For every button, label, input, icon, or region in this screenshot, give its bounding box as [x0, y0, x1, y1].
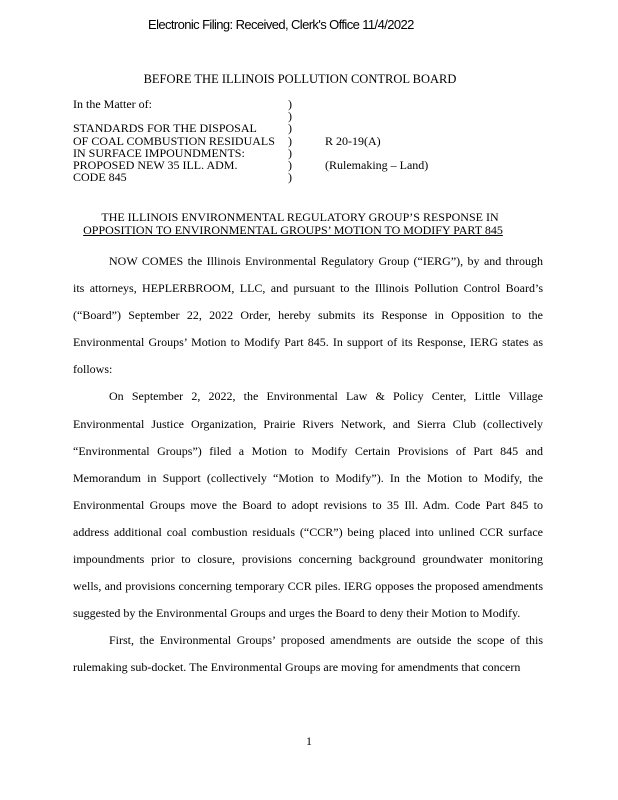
document-title-line-1: THE ILLINOIS ENVIRONMENTAL REGULATORY GROUP’S RESPONSE IN	[101, 210, 499, 224]
body-paragraph: First, the Environmental Groups’ proposed amendments are outside the scope of this rulemaking sub-docket. The Environmental Groups are moving for amendments that concern	[73, 633, 543, 675]
caption-left-text: OF COAL COMBUSTION RESIDUALS	[73, 133, 275, 148]
filing-stamp: Electronic Filing: Received, Clerk's Office 11/4/2022	[148, 17, 414, 32]
document-title	[0, 211, 600, 237]
caption-left-text: STANDARDS FOR THE DISPOSAL	[73, 121, 257, 136]
caption-paren: )	[288, 170, 292, 185]
caption-paren: )	[288, 133, 292, 148]
caption-paren: )	[288, 121, 292, 136]
body-paragraph: On September 2, 2022, the Environmental Law & Policy Center, Little Village Environmental Justice Organization, Prairie Rivers Network, and Sierra Club (collectively “Environmental Groups”) filed a Motion to Modify Certain Provisions of Part 845 and Memorandum in Support (collectively “Motion to Modify”). In the Motion to Modify, the Environmental Groups move the Board to adopt revisions to 35 Ill. Adm. Code Part 845 to address additional coal combustion residuals (“CCR”) being placed into unlined CCR surface impoundments prior to closure, provisions concerning background groundwater monitoring wells, and provisions concerning temporary CCR piles. IERG opposes the proposed amendments suggested by the Environmental Groups and urges the Board to deny their Motion to Modify.	[73, 389, 543, 621]
document-title-line-2: OPPOSITION TO ENVIRONMENTAL GROUPS’ MOTION TO MODIFY PART 845	[83, 223, 503, 237]
caption-left-text: In the Matter of:	[73, 97, 152, 111]
board-heading: BEFORE THE ILLINOIS POLLUTION CONTROL BOARD	[143, 72, 457, 86]
document-body	[73, 248, 543, 682]
caption-paren: )	[288, 145, 292, 160]
caption-left-text: PROPOSED NEW 35 ILL. ADM.	[73, 157, 238, 172]
caption-paren: )	[288, 157, 292, 172]
caption-paren: )	[288, 109, 292, 124]
body-paragraph: NOW COMES the Illinois Environmental Regulatory Group (“IERG”), by and through its attorneys, HEPLERBROOM, LLC, and pursuant to the Illinois Pollution Control Board’s (“Board”) September 22, 2022 Order, hereby submits its Response in Opposition to the Environmental Groups’ Motion to Modify Part 845. In support of its Response, IERG states as follows:	[73, 254, 543, 377]
rulemaking-type: (Rulemaking – Land)	[325, 157, 429, 172]
docket-number: R 20-19(A)	[325, 133, 381, 148]
page-number: 1	[306, 734, 312, 748]
caption-left-text: IN SURFACE IMPOUNDMENTS:	[73, 145, 245, 160]
caption-left-text: CODE 845	[73, 170, 127, 185]
caption-paren: )	[288, 97, 292, 111]
